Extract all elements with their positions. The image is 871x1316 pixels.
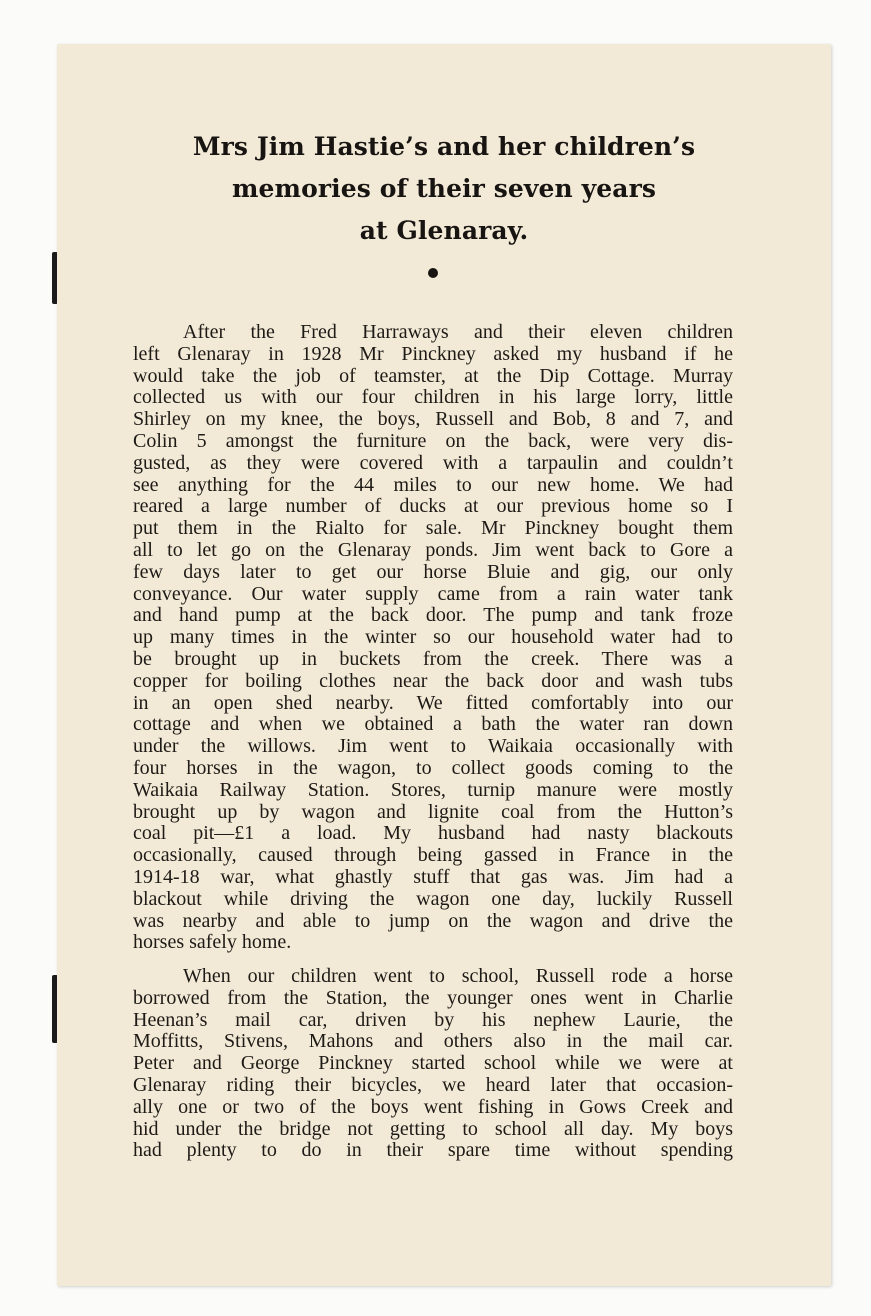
body-paragraph-2 [133, 966, 733, 1162]
text-line: blackout while driving the wagon one day, luckily Russell [133, 887, 733, 910]
text-line: borrowed from the Station, the younger ones went in Charlie [133, 986, 733, 1009]
text-line: under the willows. Jim went to Waikaia occasionally with [133, 735, 733, 758]
text-line: in an open shed nearby. We fitted comfortably into our [133, 691, 733, 714]
text-line: horses safely home. [133, 931, 292, 954]
text-line: gusted, as they were covered with a tarpaulin and couldn’t [133, 451, 733, 474]
text-line: and hand pump at the back door. The pump and tank froze [133, 604, 733, 627]
text-line: coal pit—£1 a load. My husband had nasty blackouts [133, 822, 733, 845]
text-line: had plenty to do in their spare time without spending [133, 1139, 733, 1162]
text-line: put them in the Rialto for sale. Mr Pinckney bought them [133, 517, 733, 540]
text-line: 1914-18 war, what ghastly stuff that gas was. Jim had a [133, 865, 733, 888]
text-line: occasionally, caused through being gassed in France in the [133, 844, 733, 867]
section-bullet-ornament [428, 268, 438, 278]
text-line: four horses in the wagon, to collect goods coming to the [133, 756, 733, 779]
booklet-page [57, 44, 831, 1286]
text-line: copper for boiling clothes near the back door and wash tubs [133, 669, 733, 692]
title-line: at Glenaray. [359, 216, 529, 245]
text-line: Waikaia Railway Station. Stores, turnip manure were mostly [133, 778, 733, 801]
text-line: brought up by wagon and lignite coal from the Hutton’s [133, 800, 733, 823]
title-line: memories of their seven years [231, 174, 657, 203]
text-line: collected us with our four children in his large lorry, little [133, 386, 733, 409]
text-line: cottage and when we obtained a bath the water ran down [133, 713, 733, 736]
text-line: reared a large number of ducks at our previous home so I [133, 495, 733, 518]
title-line: Mrs Jim Hastie’s and her children’s [192, 132, 696, 161]
text-line: After the Fred Harraways and their eleven children [183, 321, 733, 343]
text-line: hid under the bridge not getting to school all day. My boys [133, 1117, 733, 1140]
text-line: see anything for the 44 miles to our new home. We had [133, 473, 733, 496]
text-line: would take the job of teamster, at the Dip Cottage. Murray [133, 364, 733, 387]
page-title [57, 126, 831, 252]
text-line: Moffitts, Stivens, Mahons and others also in the mail car. [133, 1030, 733, 1053]
text-line: up many times in the winter so our household water had to [133, 626, 733, 649]
text-line: Colin 5 amongst the furniture on the back, were very dis- [133, 429, 733, 452]
text-line: all to let go on the Glenaray ponds. Jim went back to Gore a [133, 538, 733, 561]
text-line: When our children went to school, Russell rode a horse [183, 965, 733, 987]
body-paragraph-1 [133, 322, 733, 954]
text-line: Peter and George Pinckney started school while we were at [133, 1052, 733, 1075]
text-line: Shirley on my knee, the boys, Russell and Bob, 8 and 7, and [133, 408, 733, 431]
text-line: Heenan’s mail car, driven by his nephew Laurie, the [133, 1008, 733, 1031]
text-line: be brought up in buckets from the creek. There was a [133, 647, 733, 670]
text-line: left Glenaray in 1928 Mr Pinckney asked my husband if he [133, 342, 733, 365]
text-line: conveyance. Our water supply came from a rain water tank [133, 582, 733, 605]
text-line: few days later to get our horse Bluie and gig, our only [133, 560, 733, 583]
text-line: ally one or two of the boys went fishing in Gows Creek and [133, 1095, 733, 1118]
text-line: was nearby and able to jump on the wagon and drive the [133, 909, 733, 932]
text-line: Glenaray riding their bicycles, we heard later that occasion- [133, 1073, 733, 1096]
